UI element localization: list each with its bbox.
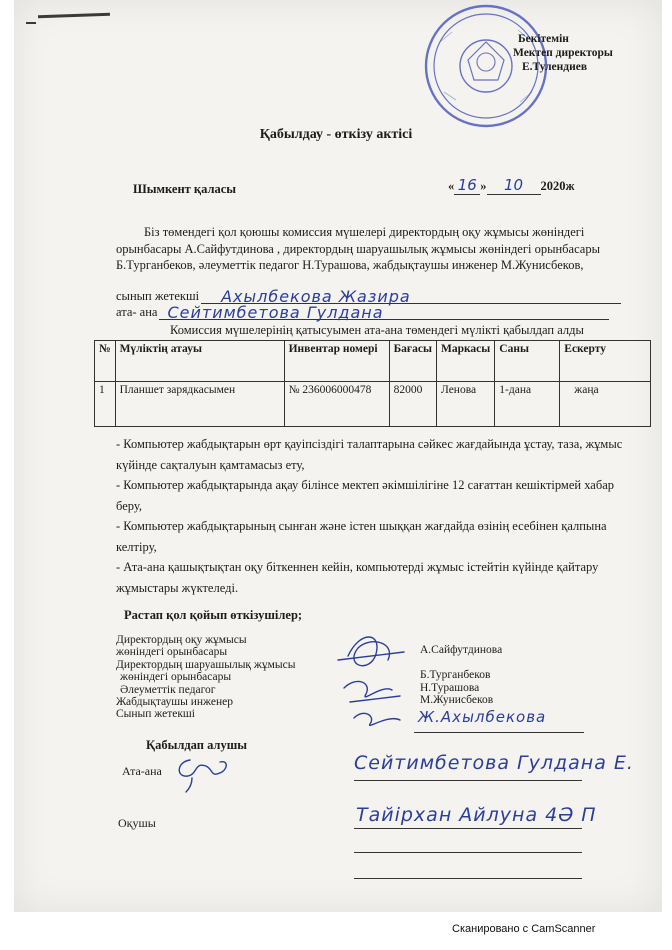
header-note: Ескерту xyxy=(560,341,651,382)
role-line: Әлеуметтік педагог xyxy=(120,683,216,696)
date-quote-close: » xyxy=(480,179,487,193)
header-item-name: Мүліктің атауы xyxy=(115,341,284,382)
signer-roles xyxy=(116,634,295,721)
cell-note: жаңа xyxy=(560,382,651,427)
document-title: Қабылдау - өткізу актісі xyxy=(259,127,413,142)
signer-name: А.Сайфутдинова xyxy=(420,644,503,656)
header-quantity: Саны xyxy=(495,341,560,382)
header-number: № xyxy=(95,341,116,382)
header-inventory-number: Инвентар номері xyxy=(284,341,389,382)
inventory-table xyxy=(94,340,651,427)
signer-names xyxy=(420,644,502,707)
parent-label: ата- ана xyxy=(116,305,158,319)
role-line: Директордың шаруашылық жұмысы xyxy=(116,658,296,671)
date-quote-open: « xyxy=(448,179,455,193)
scanner-watermark: Сканировано с CamScanner xyxy=(452,923,596,935)
parent-role-label: Ата-ана xyxy=(122,764,162,778)
cell-number: 1 xyxy=(95,382,116,427)
date-year: 2020ж xyxy=(540,179,575,193)
date-day: 16 xyxy=(454,176,480,195)
signatures-heading: Растап қол қойып өткізушілер; xyxy=(124,608,303,622)
teacher-handwritten-name: Ж.Ахылбекова xyxy=(418,708,547,726)
role-line: Жабдықтаушы инженер xyxy=(116,696,233,709)
obligation-item: - Компьютер жабдықтарын өрт қауіпсіздігі талаптарына сәйкес жағдайында ұстау, таза, жұмыс күйінде сақталуын қамтамасыз ету, xyxy=(116,437,623,472)
header-price: Бағасы xyxy=(389,341,436,382)
student-handwritten-name: Тайірхан Айлуна 4Ә П xyxy=(356,804,597,826)
intro-text: Біз төмендегі қол қоюшы комиссия мүшелері директордың оқу жұмысы жөніндегі орынбасары А.Сайфутдинова , директордың шаруашылық жұмысы жөніндегі орынбасары Б.Турганбеков, әлеуметтік педагог Н.Турашова, жабдықтаушы инженер М.Жунисбеков, xyxy=(116,225,600,272)
obligation-item: - Ата-ана қашықтықтан оқу біткеннен кейін, компьютерді жұмыс істейтін күйінде қайтару жұмыстары жүктеледі. xyxy=(116,560,599,595)
obligations-list xyxy=(116,434,638,598)
role-line: жөніндегі орынбасары xyxy=(120,671,232,684)
parent-value: Сейтимбетова Гулдана xyxy=(167,303,384,322)
receiver-heading: Қабылдап алушы xyxy=(146,738,248,752)
approval-line-1: Бекітемін xyxy=(518,33,569,45)
role-line: Сынып жетекші xyxy=(116,708,195,721)
parent-field xyxy=(116,305,609,320)
city: Шымкент қаласы xyxy=(133,182,237,196)
approval-director-name: Е.Тулендиев xyxy=(522,61,588,73)
table-caption: Комиссия мүшелерінің қатысуымен ата-ана төмендегі мүлікті қабылдап алды xyxy=(170,323,584,337)
student-sign-line xyxy=(354,828,582,829)
signer-name: Н.Турашова xyxy=(420,681,480,694)
header-brand: Маркасы xyxy=(436,341,494,382)
intro-paragraph xyxy=(116,224,636,274)
signer-name: Б.Турганбеков xyxy=(420,669,491,682)
table-row xyxy=(95,382,651,427)
signer-name: М.Жунисбеков xyxy=(420,694,494,707)
approval-line-2: Мектеп директоры xyxy=(513,47,613,59)
signature-scribbles xyxy=(330,626,420,736)
approval-block xyxy=(513,32,613,74)
cell-item-name: Планшет зарядкасымен xyxy=(115,382,284,427)
blank-sign-line xyxy=(354,852,582,853)
role-line: Директордың оқу жұмысы xyxy=(116,634,247,646)
table-header-row xyxy=(95,341,651,382)
parent-handwritten-name: Сейтимбетова Гулдана Е. xyxy=(354,752,634,774)
pen-mark-small xyxy=(26,22,36,24)
date-month: 10 xyxy=(487,176,541,195)
parent-sign-line xyxy=(354,780,582,781)
teacher-field xyxy=(116,289,621,304)
teacher-label: сынып жетекші xyxy=(116,289,200,303)
teacher-sign-line xyxy=(414,732,584,733)
blank-sign-line xyxy=(354,878,582,879)
teacher-value: Ахылбекова Жазира xyxy=(221,287,411,306)
cell-brand: Ленова xyxy=(436,382,494,427)
role-line: жөніндегі орынбасары xyxy=(116,646,228,659)
signer-name xyxy=(420,657,502,670)
obligation-item: - Компьютер жабдықтарында ақау білінсе мектеп әкімшілігіне 12 сағаттан кешіктірмей хабар беру, xyxy=(116,478,614,513)
cell-inventory-number: № 236006000478 xyxy=(284,382,389,427)
student-role-label: Оқушы xyxy=(118,816,156,830)
parent-signature xyxy=(170,752,234,794)
cell-quantity: 1-дана xyxy=(495,382,560,427)
cell-price: 82000 xyxy=(389,382,436,427)
obligation-item: - Компьютер жабдықтарының сынған және істен шыққан жағдайда өзінің есебінен қалпына келтіру, xyxy=(116,519,607,554)
document-date xyxy=(448,176,575,195)
